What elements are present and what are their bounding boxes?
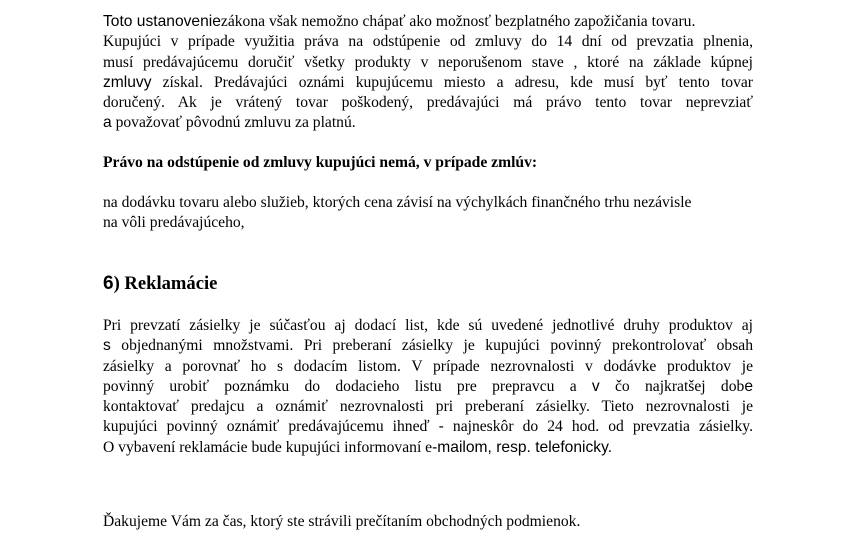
text-run: O vybavení reklamácie bude kupujúci informovaní e [103,438,433,456]
text-run: e [744,377,753,395]
section-title: ) Reklamácie [113,273,218,294]
section-number: 6 [103,273,114,294]
paragraph-line: na vôli predávajúceho, [103,214,245,232]
paragraph-line: doručený. Ak je vrátený tovar poškodený, predávajúci má právo tento tovar neprevziať [103,94,753,112]
paragraph-complaints [103,316,753,458]
paragraph-line: Pri prevzatí zásielky je súčasťou aj dodací list, kde sú uvedené jednotlivé druhy produktov aj [103,317,753,334]
text-run: zákona však nemožno chápať ako možnosť bezplatného zapožičania tovaru. [220,13,696,30]
text-run: , resp. telefo [487,438,574,456]
paragraph-line: Kupujúci v prípade využitia práva na odstúpenie od zmluvy do 14 dní od prevzatia plnenia, [103,33,753,51]
text-run: -mailom [432,438,488,456]
text-run: kupujúci povinný oznámiť predávajúcemu ihneď [103,418,439,436]
paragraph-line [103,113,753,133]
text-run: objednanými množstvami. Pri preberaní zásielky je kupujúci povinný prekontrolovať obsah [110,337,753,355]
paragraph-line: musí predávajúcemu doručiť všetky produkty v neporušenom stave , ktoré na základe kúpnej [103,53,753,71]
text-run: - [438,418,444,436]
text-run: a [103,114,112,132]
text-run: čo najkratšej dob [599,377,745,395]
paragraph-line [103,12,753,32]
text-run: získal. Predávajúci oznámi kupujúcemu miesto a adresu, kde musí byť tento tovar [151,73,753,91]
paragraph-line: zásielky a porovnať ho s dodacím listom. V prípade nezrovnalosti v dodávke produktov je [103,357,753,375]
text-run: v [591,377,600,395]
paragraph-line [103,336,753,356]
text-run: najneskôr do 24 hod. od prevzatia zásielky. [443,418,753,436]
paragraph-line [103,377,753,397]
bold-subheading: Právo na odstúpenie od zmluvy kupujúci nemá, v prípade zmlúv: [103,154,538,171]
paragraph-exceptions [103,193,753,234]
paragraph-line [103,438,753,458]
paragraph-withdrawal-terms [103,12,753,134]
paragraph-line [103,73,753,93]
section-heading [103,272,753,296]
paragraph-line: kontaktovať predajcu a oznámiť nezrovnalosti pri preberaní zásielky. Tieto nezrovnalosti je [103,398,753,416]
text-run: považovať pôvodnú zmluvu za platnú. [111,114,356,132]
text-run: s [103,337,111,355]
closing-line: Ďakujeme Vám za čas, ktorý ste strávili prečítaním obchodných podmienok. [103,513,581,530]
text-run: nicky. [573,438,613,456]
text-run: povinný urobiť poznámku do dodacieho listu pre prepravcu a [103,377,592,395]
text-run: Toto ustanovenie [103,13,221,30]
text-run: zmluvy [103,73,152,91]
paragraph-line: na dodávku tovaru alebo služieb, ktorých cena závisí na výchylkách finančného trhu nezávisle [103,194,692,211]
paragraph-line [103,417,753,437]
